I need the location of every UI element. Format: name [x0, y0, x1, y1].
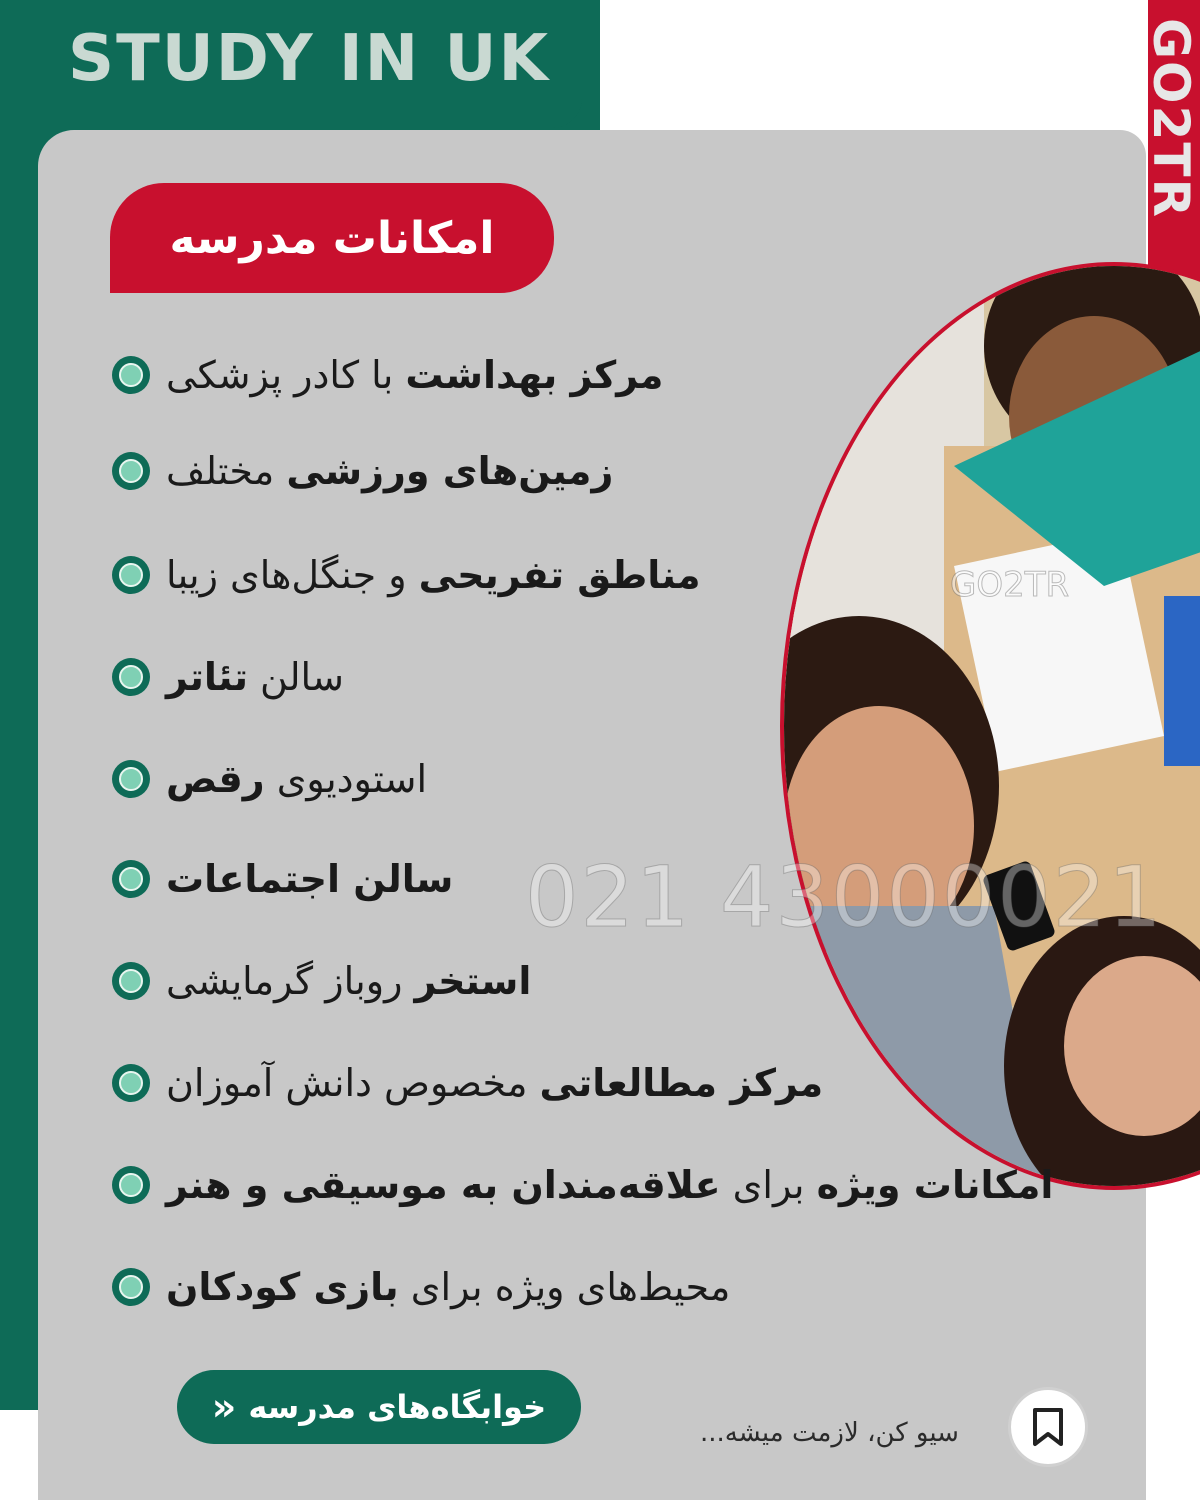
bullet-icon: [112, 860, 150, 898]
list-item-text: مرکز بهداشت با کادر پزشکی: [166, 353, 664, 397]
list-item: [112, 749, 1072, 809]
double-chevron-left-icon: «: [211, 1385, 237, 1429]
list-item: [112, 1257, 1072, 1317]
bullet-icon: [112, 658, 150, 696]
list-item: [112, 951, 1072, 1011]
bullet-icon: [112, 556, 150, 594]
dormitories-button[interactable]: [177, 1370, 581, 1444]
bullet-icon: [112, 452, 150, 490]
phone-watermark: 021 43000021: [525, 848, 1164, 946]
list-item-text: زمین‌های ورزشی مختلف: [166, 449, 614, 493]
bookmark-button[interactable]: [1008, 1387, 1088, 1467]
list-item-text: سالن اجتماعات: [166, 857, 454, 901]
logo-watermark: GO2TR: [950, 565, 1070, 605]
brand-logo: GO2TR: [1142, 18, 1200, 219]
list-item: [112, 345, 1072, 405]
bullet-icon: [112, 356, 150, 394]
list-item-text: مرکز مطالعاتی مخصوص دانش آموزان: [166, 1061, 824, 1105]
list-item-text: مناطق تفریحی و جنگل‌های زیبا: [166, 553, 701, 597]
section-badge: [110, 183, 554, 293]
bullet-icon: [112, 1166, 150, 1204]
badge-title: امکانات مدرسه: [169, 212, 495, 264]
list-item-text: سالن تئاتر: [166, 655, 344, 699]
save-hint: سیو کن، لازمت میشه...: [700, 1418, 959, 1448]
list-item: [112, 441, 1072, 501]
list-item: [112, 647, 1072, 707]
list-item: [112, 545, 1072, 605]
bullet-icon: [112, 1064, 150, 1102]
list-item-text: محیط‌های ویژه برای بازی کودکان: [166, 1265, 731, 1309]
dormitories-button-label: خوابگاه‌های مدرسه: [248, 1388, 547, 1426]
bookmark-icon: [1031, 1407, 1065, 1447]
list-item: [112, 1053, 1072, 1113]
page-title: STUDY IN UK: [68, 22, 551, 96]
list-item-text: امکانات ویژه برای علاقه‌مندان به موسیقی و هنر: [166, 1163, 1054, 1207]
list-item-text: استخر روباز گرمایشی: [166, 959, 532, 1003]
bullet-icon: [112, 760, 150, 798]
list-item: [112, 1155, 1072, 1215]
bullet-icon: [112, 962, 150, 1000]
bullet-icon: [112, 1268, 150, 1306]
list-item-text: استودیوی رقص: [166, 757, 428, 801]
header-box: [0, 0, 582, 128]
